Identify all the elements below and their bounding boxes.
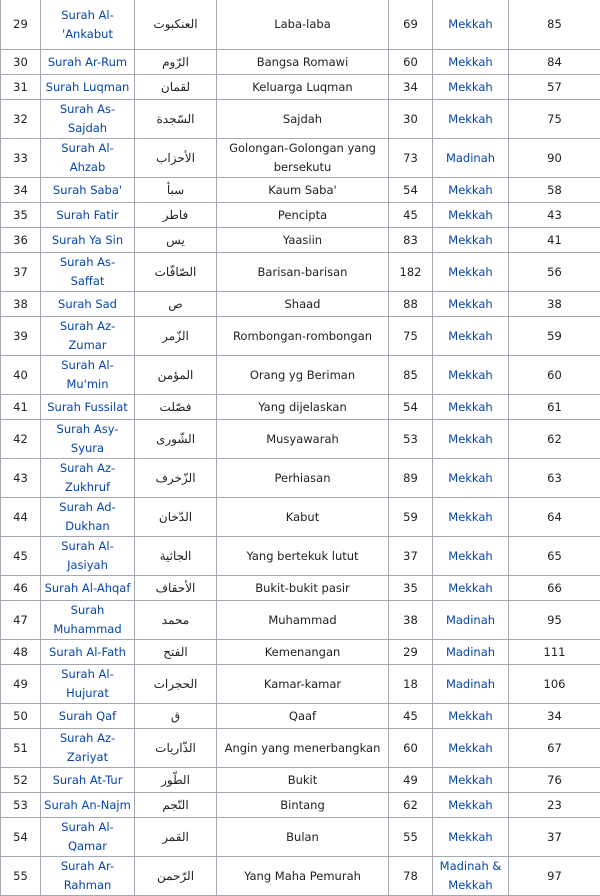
surah-meaning: Yang dijelaskan	[217, 395, 389, 420]
surah-verse-count: 30	[389, 100, 433, 139]
surah-number: 50	[1, 704, 41, 729]
surah-meaning: Bukit	[217, 768, 389, 793]
surah-number: 53	[1, 793, 41, 818]
surah-arabic-name: فاطر	[135, 203, 217, 228]
surah-verse-count: 45	[389, 704, 433, 729]
surah-name-link[interactable]: Surah Al-'Ankabut	[41, 0, 135, 50]
surah-number: 44	[1, 498, 41, 537]
surah-revelation-place-link[interactable]: Mekkah	[433, 729, 509, 768]
surah-revelation-place-link[interactable]: Mekkah	[433, 420, 509, 459]
surah-number: 40	[1, 356, 41, 395]
surah-verse-count: 35	[389, 576, 433, 601]
surah-name-link[interactable]: Surah As-Sajdah	[41, 100, 135, 139]
surah-revelation-place-link[interactable]: Mekkah	[433, 0, 509, 50]
surah-name-link[interactable]: Surah At-Tur	[41, 768, 135, 793]
surah-name-link[interactable]: Surah Sad	[41, 292, 135, 317]
surah-name-link[interactable]: Surah Al-Fath	[41, 640, 135, 665]
table-row	[1, 576, 600, 601]
surah-arabic-name: الفتح	[135, 640, 217, 665]
surah-meaning: Yaasiin	[217, 228, 389, 253]
surah-verse-count: 38	[389, 601, 433, 640]
surah-revelation-place-link[interactable]: Mekkah	[433, 292, 509, 317]
surah-revelation-order: 60	[509, 356, 600, 395]
surah-revelation-order: 90	[509, 139, 600, 178]
surah-meaning: Bangsa Romawi	[217, 50, 389, 75]
table-row	[1, 704, 600, 729]
surah-number: 51	[1, 729, 41, 768]
surah-arabic-name: ق	[135, 704, 217, 729]
surah-name-link[interactable]: Surah Luqman	[41, 75, 135, 100]
surah-arabic-name: الحجرات	[135, 665, 217, 704]
surah-revelation-order: 76	[509, 768, 600, 793]
surah-revelation-place-link[interactable]: Mekkah	[433, 178, 509, 203]
surah-revelation-order: 95	[509, 601, 600, 640]
surah-meaning: Laba-laba	[217, 0, 389, 50]
surah-revelation-place-link[interactable]: Mekkah	[433, 768, 509, 793]
table-row	[1, 395, 600, 420]
surah-number: 37	[1, 253, 41, 292]
table-row	[1, 356, 600, 395]
surah-revelation-order: 75	[509, 100, 600, 139]
surah-revelation-place-link[interactable]: Mekkah	[433, 498, 509, 537]
surah-name-link[interactable]: Surah Al-Mu'min	[41, 356, 135, 395]
surah-meaning: Qaaf	[217, 704, 389, 729]
surah-number: 41	[1, 395, 41, 420]
surah-number: 52	[1, 768, 41, 793]
surah-verse-count: 78	[389, 857, 433, 896]
surah-revelation-order: 58	[509, 178, 600, 203]
surah-verse-count: 60	[389, 729, 433, 768]
surah-verse-count: 45	[389, 203, 433, 228]
surah-number: 33	[1, 139, 41, 178]
surah-revelation-place-link[interactable]: Mekkah	[433, 50, 509, 75]
surah-meaning: Kaum Saba'	[217, 178, 389, 203]
surah-meaning: Kemenangan	[217, 640, 389, 665]
surah-arabic-name: لقمان	[135, 75, 217, 100]
surah-revelation-place-link[interactable]: Mekkah	[433, 793, 509, 818]
surah-revelation-place-link[interactable]: Mekkah	[433, 459, 509, 498]
table-row	[1, 793, 600, 818]
table-row	[1, 818, 600, 857]
table-row	[1, 178, 600, 203]
table-row	[1, 729, 600, 768]
surah-name-link[interactable]: Surah Fatir	[41, 203, 135, 228]
surah-verse-count: 62	[389, 793, 433, 818]
surah-name-link[interactable]: Surah Al-Ahzab	[41, 139, 135, 178]
surah-number: 45	[1, 537, 41, 576]
surah-arabic-name: الأحقاف	[135, 576, 217, 601]
surah-arabic-name: الزّمر	[135, 317, 217, 356]
surah-arabic-name: السّجدة	[135, 100, 217, 139]
surah-arabic-name: سبأ	[135, 178, 217, 203]
surah-arabic-name: الدّخان	[135, 498, 217, 537]
surah-table-body	[1, 0, 600, 896]
surah-arabic-name: العنكبوت	[135, 0, 217, 50]
table-row	[1, 601, 600, 640]
surah-number: 39	[1, 317, 41, 356]
surah-revelation-order: 37	[509, 818, 600, 857]
surah-meaning: Sajdah	[217, 100, 389, 139]
table-row	[1, 292, 600, 317]
surah-verse-count: 88	[389, 292, 433, 317]
surah-revelation-place-link[interactable]: Mekkah	[433, 576, 509, 601]
surah-meaning: Bintang	[217, 793, 389, 818]
table-row	[1, 253, 600, 292]
surah-revelation-place-link[interactable]: Mekkah	[433, 100, 509, 139]
surah-number: 32	[1, 100, 41, 139]
surah-verse-count: 53	[389, 420, 433, 459]
surah-name-link[interactable]: Surah Al-Ahqaf	[41, 576, 135, 601]
surah-meaning: Angin yang menerbangkan	[217, 729, 389, 768]
surah-meaning: Musyawarah	[217, 420, 389, 459]
surah-arabic-name: الصّافّات	[135, 253, 217, 292]
surah-verse-count: 75	[389, 317, 433, 356]
surah-number: 29	[1, 0, 41, 50]
surah-revelation-place-link[interactable]: Madinah	[433, 665, 509, 704]
surah-revelation-place-link[interactable]: Madinah	[433, 640, 509, 665]
surah-verse-count: 54	[389, 178, 433, 203]
surah-revelation-order: 57	[509, 75, 600, 100]
surah-revelation-place-link[interactable]: Madinah	[433, 601, 509, 640]
surah-revelation-order: 66	[509, 576, 600, 601]
table-row	[1, 228, 600, 253]
surah-arabic-name: الأحزاب	[135, 139, 217, 178]
surah-meaning: Pencipta	[217, 203, 389, 228]
surah-meaning: Orang yg Beriman	[217, 356, 389, 395]
surah-name-link[interactable]: Surah Ar-Rum	[41, 50, 135, 75]
surah-revelation-order: 34	[509, 704, 600, 729]
surah-verse-count: 18	[389, 665, 433, 704]
surah-verse-count: 89	[389, 459, 433, 498]
surah-name-link[interactable]: Surah Al-Qamar	[41, 818, 135, 857]
surah-number: 35	[1, 203, 41, 228]
surah-revelation-order: 106	[509, 665, 600, 704]
surah-meaning: Yang bertekuk lutut	[217, 537, 389, 576]
surah-revelation-order: 64	[509, 498, 600, 537]
surah-name-link[interactable]: Surah Fussilat	[41, 395, 135, 420]
surah-revelation-place-link[interactable]: Mekkah	[433, 537, 509, 576]
surah-name-link[interactable]: Surah Ar-Rahman	[41, 857, 135, 896]
surah-revelation-place-link[interactable]: Mekkah	[433, 704, 509, 729]
surah-verse-count: 37	[389, 537, 433, 576]
table-row	[1, 75, 600, 100]
surah-revelation-order: 85	[509, 0, 600, 50]
surah-name-link[interactable]: Surah Qaf	[41, 704, 135, 729]
surah-number: 31	[1, 75, 41, 100]
surah-revelation-place-link[interactable]: Mekkah	[433, 356, 509, 395]
surah-meaning: Bulan	[217, 818, 389, 857]
surah-verse-count: 34	[389, 75, 433, 100]
surah-meaning: Barisan-barisan	[217, 253, 389, 292]
surah-revelation-order: 62	[509, 420, 600, 459]
surah-arabic-name: فصّلت	[135, 395, 217, 420]
table-row	[1, 50, 600, 75]
surah-arabic-name: الشّورى	[135, 420, 217, 459]
table-row	[1, 665, 600, 704]
surah-arabic-name: الرّوم	[135, 50, 217, 75]
surah-verse-count: 73	[389, 139, 433, 178]
surah-meaning: Kabut	[217, 498, 389, 537]
surah-revelation-place-link[interactable]: Mekkah	[433, 395, 509, 420]
surah-number: 30	[1, 50, 41, 75]
surah-verse-count: 85	[389, 356, 433, 395]
surah-revelation-order: 41	[509, 228, 600, 253]
surah-number: 46	[1, 576, 41, 601]
surah-number: 48	[1, 640, 41, 665]
table-row	[1, 0, 600, 50]
surah-number: 49	[1, 665, 41, 704]
surah-revelation-order: 67	[509, 729, 600, 768]
surah-name-link[interactable]: Surah Al-Jasiyah	[41, 537, 135, 576]
surah-meaning: Perhiasan	[217, 459, 389, 498]
surah-revelation-place-link[interactable]: Madinah & Mekkah	[433, 857, 509, 896]
table-row	[1, 317, 600, 356]
surah-verse-count: 60	[389, 50, 433, 75]
surah-revelation-order: 38	[509, 292, 600, 317]
surah-name-link[interactable]: Surah Muhammad	[41, 601, 135, 640]
surah-number: 36	[1, 228, 41, 253]
surah-verse-count: 55	[389, 818, 433, 857]
surah-arabic-name: الطّور	[135, 768, 217, 793]
surah-revelation-order: 111	[509, 640, 600, 665]
table-row	[1, 537, 600, 576]
surah-number: 43	[1, 459, 41, 498]
surah-name-link[interactable]: Surah As-Saffat	[41, 253, 135, 292]
table-row	[1, 768, 600, 793]
surah-revelation-place-link[interactable]: Mekkah	[433, 253, 509, 292]
surah-revelation-place-link[interactable]: Mekkah	[433, 75, 509, 100]
surah-arabic-name: الرّحمن	[135, 857, 217, 896]
surah-revelation-order: 56	[509, 253, 600, 292]
surah-number: 54	[1, 818, 41, 857]
surah-revelation-order: 23	[509, 793, 600, 818]
surah-name-link[interactable]: Surah Az-Zumar	[41, 317, 135, 356]
surah-meaning: Muhammad	[217, 601, 389, 640]
surah-revelation-order: 43	[509, 203, 600, 228]
table-row	[1, 498, 600, 537]
surah-arabic-name: ص	[135, 292, 217, 317]
surah-number: 38	[1, 292, 41, 317]
table-row	[1, 459, 600, 498]
surah-number: 42	[1, 420, 41, 459]
surah-number: 34	[1, 178, 41, 203]
surah-name-link[interactable]: Surah Asy-Syura	[41, 420, 135, 459]
surah-revelation-order: 97	[509, 857, 600, 896]
surah-meaning: Rombongan-rombongan	[217, 317, 389, 356]
surah-verse-count: 69	[389, 0, 433, 50]
table-row	[1, 857, 600, 896]
surah-arabic-name: الزّخرف	[135, 459, 217, 498]
surah-verse-count: 54	[389, 395, 433, 420]
table-row	[1, 100, 600, 139]
surah-meaning: Kamar-kamar	[217, 665, 389, 704]
surah-arabic-name: الذّاريات	[135, 729, 217, 768]
surah-arabic-name: محمد	[135, 601, 217, 640]
surah-name-link[interactable]: Surah Ya Sin	[41, 228, 135, 253]
surah-revelation-order: 59	[509, 317, 600, 356]
surah-name-link[interactable]: Surah An-Najm	[41, 793, 135, 818]
surah-revelation-place-link[interactable]: Mekkah	[433, 228, 509, 253]
surah-revelation-place-link[interactable]: Mekkah	[433, 203, 509, 228]
surah-revelation-place-link[interactable]: Mekkah	[433, 317, 509, 356]
table-row	[1, 203, 600, 228]
surah-arabic-name: الجاثية	[135, 537, 217, 576]
table-row	[1, 640, 600, 665]
surah-meaning: Shaad	[217, 292, 389, 317]
table-row	[1, 139, 600, 178]
surah-meaning: Keluarga Luqman	[217, 75, 389, 100]
surah-meaning: Golongan-Golongan yang bersekutu	[217, 139, 389, 178]
surah-verse-count: 83	[389, 228, 433, 253]
surah-number: 47	[1, 601, 41, 640]
surah-number: 55	[1, 857, 41, 896]
surah-name-link[interactable]: Surah Ad-Dukhan	[41, 498, 135, 537]
surah-meaning: Yang Maha Pemurah	[217, 857, 389, 896]
surah-revelation-place-link[interactable]: Mekkah	[433, 818, 509, 857]
surah-verse-count: 59	[389, 498, 433, 537]
surah-arabic-name: يس	[135, 228, 217, 253]
surah-verse-count: 29	[389, 640, 433, 665]
surah-name-link[interactable]: Surah Al-Hujurat	[41, 665, 135, 704]
surah-name-link[interactable]: Surah Saba'	[41, 178, 135, 203]
surah-name-link[interactable]: Surah Az-Zariyat	[41, 729, 135, 768]
table-row	[1, 420, 600, 459]
surah-verse-count: 49	[389, 768, 433, 793]
surah-arabic-name: المؤمن	[135, 356, 217, 395]
surah-revelation-order: 63	[509, 459, 600, 498]
surah-arabic-name: القمر	[135, 818, 217, 857]
surah-meaning: Bukit-bukit pasir	[217, 576, 389, 601]
surah-revelation-order: 84	[509, 50, 600, 75]
surah-revelation-place-link[interactable]: Madinah	[433, 139, 509, 178]
surah-arabic-name: النّجم	[135, 793, 217, 818]
surah-revelation-order: 61	[509, 395, 600, 420]
surah-verse-count: 182	[389, 253, 433, 292]
surah-revelation-order: 65	[509, 537, 600, 576]
surah-name-link[interactable]: Surah Az-Zukhruf	[41, 459, 135, 498]
